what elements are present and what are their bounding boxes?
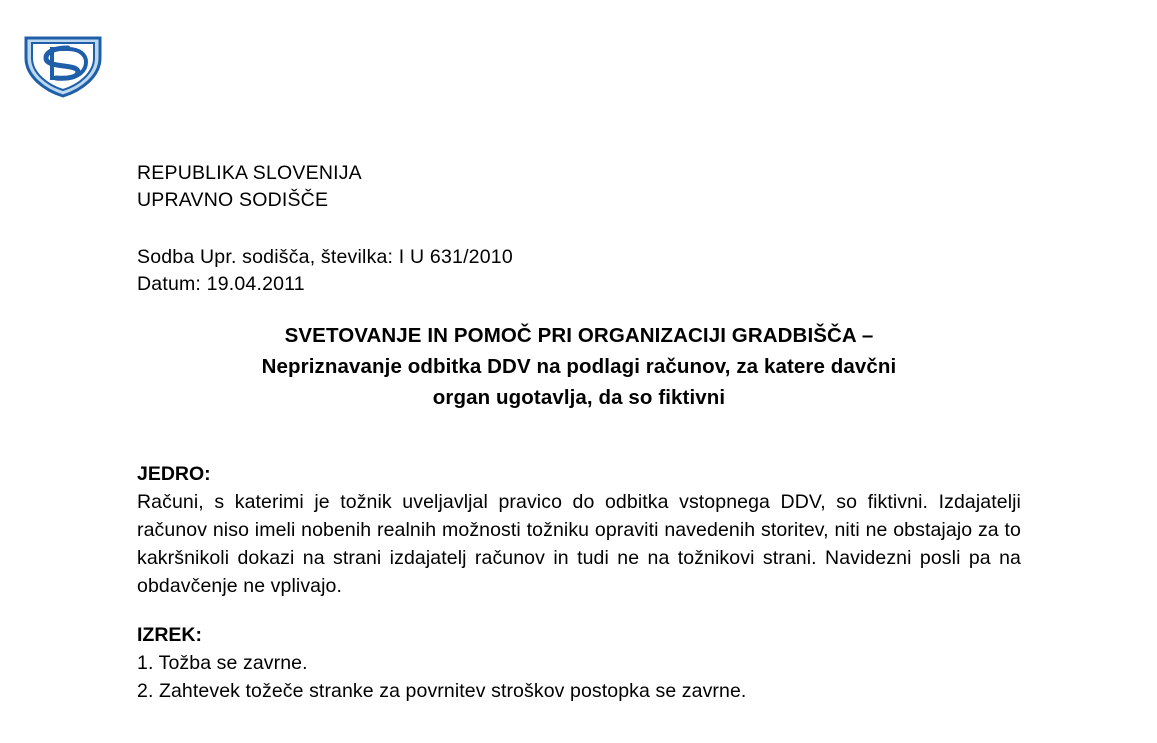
jedro-label: JEDRO: <box>137 463 211 485</box>
document-title-line-1: SVETOVANJE IN POMOČ PRI ORGANIZACIJI GRADBIŠČA – <box>284 324 874 347</box>
document-title <box>139 320 1019 413</box>
izrek-item-1: 1. Tožba se zavrne. <box>137 652 308 674</box>
authority-line-2: UPRAVNO SODIŠČE <box>137 189 329 211</box>
document-title-line-2: Nepriznavanje odbitka DDV na podlagi računov, za katere davčni <box>261 355 897 378</box>
document-title-line-3: organ ugotavlja, da so fiktivni <box>432 386 726 409</box>
izrek-item-2: 2. Zahtevek tožeče stranke za povrnitev stroškov postopka se zavrne. <box>137 680 747 702</box>
authority-line-1: REPUBLIKA SLOVENIJA <box>137 162 362 184</box>
case-number-line: Sodba Upr. sodišča, številka: I U 631/2010 <box>137 246 513 268</box>
shield-logo-icon <box>18 28 108 100</box>
jedro-text: Računi, s katerimi je tožnik uveljavljal pravico do odbitka vstopnega DDV, so fiktivni. Izdajatelji računov niso imeli nobenih realnih možnosti tožniku opraviti navedenih storitev, niti ne obstajajo za to kakršnikoli dokazi na strani izdajatelj računov in tudi ne na tožnikovi strani. Navidezni posli pa na obdavčenje ne vplivajo. <box>137 491 1021 597</box>
document-body <box>137 160 1021 705</box>
izrek-label: IZREK: <box>137 624 202 646</box>
case-date-line: Datum: 19.04.2011 <box>137 273 305 295</box>
